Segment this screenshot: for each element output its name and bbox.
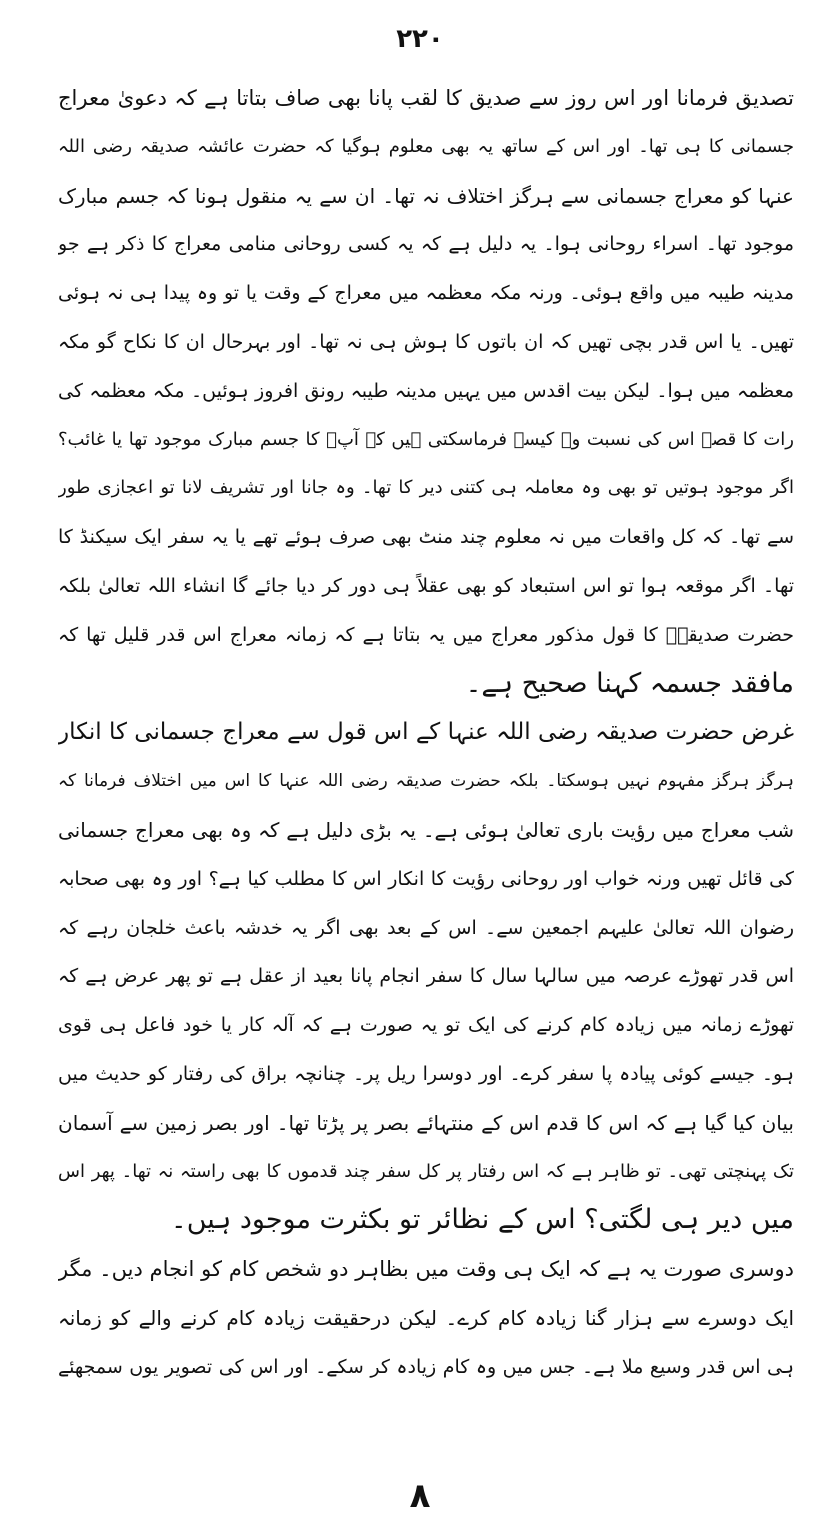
text-line: تھا۔ اگر موقعہ ہوا تو اس استبعاد کو بھی عقلاً ہی دور کر دیا جائے گا انشاء اللہ تعالیٰ بلکہ: [58, 574, 794, 597]
text-line: مدینہ طیبہ میں واقع ہوئی۔ ورنہ مکہ معظمہ میں معراج کے وقت یا تو وہ پیدا ہی نہ ہوئی: [58, 282, 794, 305]
text-line: موجود تھا۔ اسراء روحانی ہوا۔ یہ دلیل ہے کہ یہ کسی روحانی منامی معراج کا ذکر ہے جو: [58, 233, 794, 256]
text-line: مافقد جسمہ کہنا صحیح ہے۔: [465, 667, 794, 699]
text-line: ایک دوسرے سے ہزار گنا زیادہ کام کرے۔ لیکن درحقیقت زیادہ کام کرنے والے کو زمانہ: [58, 1305, 794, 1330]
text-line: کی قائل تھیں ورنہ خواب اور روحانی رؤیت کا انکار اس کا مطلب کیا ہے؟ اور وہ بھی صحابہ: [58, 867, 794, 890]
text-line: ہی اس قدر وسیع ملا ہے۔ جس میں وہ کام زیادہ کر سکے۔ اور اس کی تصویر یوں سمجھئے: [58, 1355, 794, 1378]
text-line: جسمانی کا ہی تھا۔ اور اس کے ساتھ یہ بھی معلوم ہوگیا کہ حضرت عائشہ صدیقہ رضی اللہ: [58, 135, 794, 157]
text-line: تھیں۔ یا اس قدر بچی تھیں کہ ان باتوں کا ہوش ہی نہ تھا۔ اور بہرحال ان کا نکاح گو مکہ: [58, 330, 794, 353]
text-line: سے تھا۔ کہ کل واقعات میں نہ معلوم چند منٹ بھی صرف ہوئے تھے یا یہ سفر ایک سیکنڈ کا: [58, 526, 794, 549]
text-line: ہو۔ جیسے کوئی پیادہ پا سفر کرے۔ اور دوسرا ریل پر۔ چنانچہ براق کی رفتار کو حدیث میں: [58, 1062, 794, 1085]
text-line: شب معراج میں رؤیت باری تعالیٰ ہوئی ہے۔ یہ بڑی دلیل ہے کہ وہ بھی معراج جسمانی: [58, 817, 794, 842]
text-line: بیان کیا گیا ہے کہ اس کا قدم اس کے منتہائے بصر پر پڑتا تھا۔ اور بصر زمین سے آسمان: [58, 1110, 794, 1135]
text-line: تصدیق فرمانا اور اس روز سے صدیق کا لقب پانا بھی صاف بتاتا ہے کہ دعویٰ معراج: [58, 86, 794, 110]
text-line: حضرت صدیقہؓ کا قول مذکور معراج میں یہ بتاتا ہے کہ زمانہ معراج اس قدر قلیل تھا کہ: [58, 623, 794, 646]
text-line: تک پہنچتی تھی۔ تو ظاہر ہے کہ اس رفتار پر کل سفر چند قدموں کا بھی راستہ نہ تھا۔ پھر اس: [58, 1160, 794, 1182]
text-line: تھوڑے زمانہ میں زیادہ کام کرنے کی ایک تو یہ صورت ہے کہ آلہ کار یا خود فاعل ہی قوی: [58, 1014, 794, 1037]
signature-mark: ۸: [409, 1476, 431, 1516]
text-line: غرض حضرت صدیقہ رضی اللہ عنہا کے اس قول سے معراج جسمانی کا انکار: [58, 719, 794, 746]
text-line: رات کا قصہ اس کی نسبت وہ کیسے فرماسکتی ہیں کہ آپؐ کا جسم مبارک موجود تھا یا غائب؟: [58, 428, 794, 450]
page-number: ۲۲۰: [396, 24, 444, 54]
text-line: اس قدر تھوڑے عرصہ میں سالہا سال کا سفر انجام پانا بعید از عقل ہے تو پھر عرض ہے کہ: [58, 965, 794, 988]
text-line: میں دیر ہی لگتی؟ اس کے نظائر تو بکثرت موجود ہیں۔: [170, 1204, 794, 1236]
body-text: [58, 74, 794, 1392]
text-line: دوسری صورت یہ ہے کہ ایک ہی وقت میں بظاہر دو شخص کام کو انجام دیں۔ مگر: [58, 1257, 794, 1282]
text-line: رضوان اللہ تعالیٰ علیہم اجمعین سے۔ اس کے بعد بھی اگر یہ خدشہ باعث خلجان رہے کہ: [58, 916, 794, 939]
text-line: عنہا کو معراج جسمانی سے ہرگز اختلاف نہ تھا۔ ان سے یہ منقول ہونا کہ جسم مبارک: [58, 183, 794, 208]
text-line: اگر موجود ہوتیں تو بھی وہ معاملہ ہی کتنی دیر کا تھا۔ وہ جانا اور تشریف لانا تو اعجازی طور: [58, 477, 794, 499]
text-line: ہرگز ہرگز مفہوم نہیں ہوسکتا۔ بلکہ حضرت صدیقہ رضی اللہ عنہا کا اس میں اختلاف فرمانا کہ: [58, 771, 794, 792]
text-line: معظمہ میں ہوا۔ لیکن بیت اقدس میں یہیں مدینہ طیبہ رونق افروز ہوئیں۔ مکہ معظمہ کی: [58, 379, 794, 402]
